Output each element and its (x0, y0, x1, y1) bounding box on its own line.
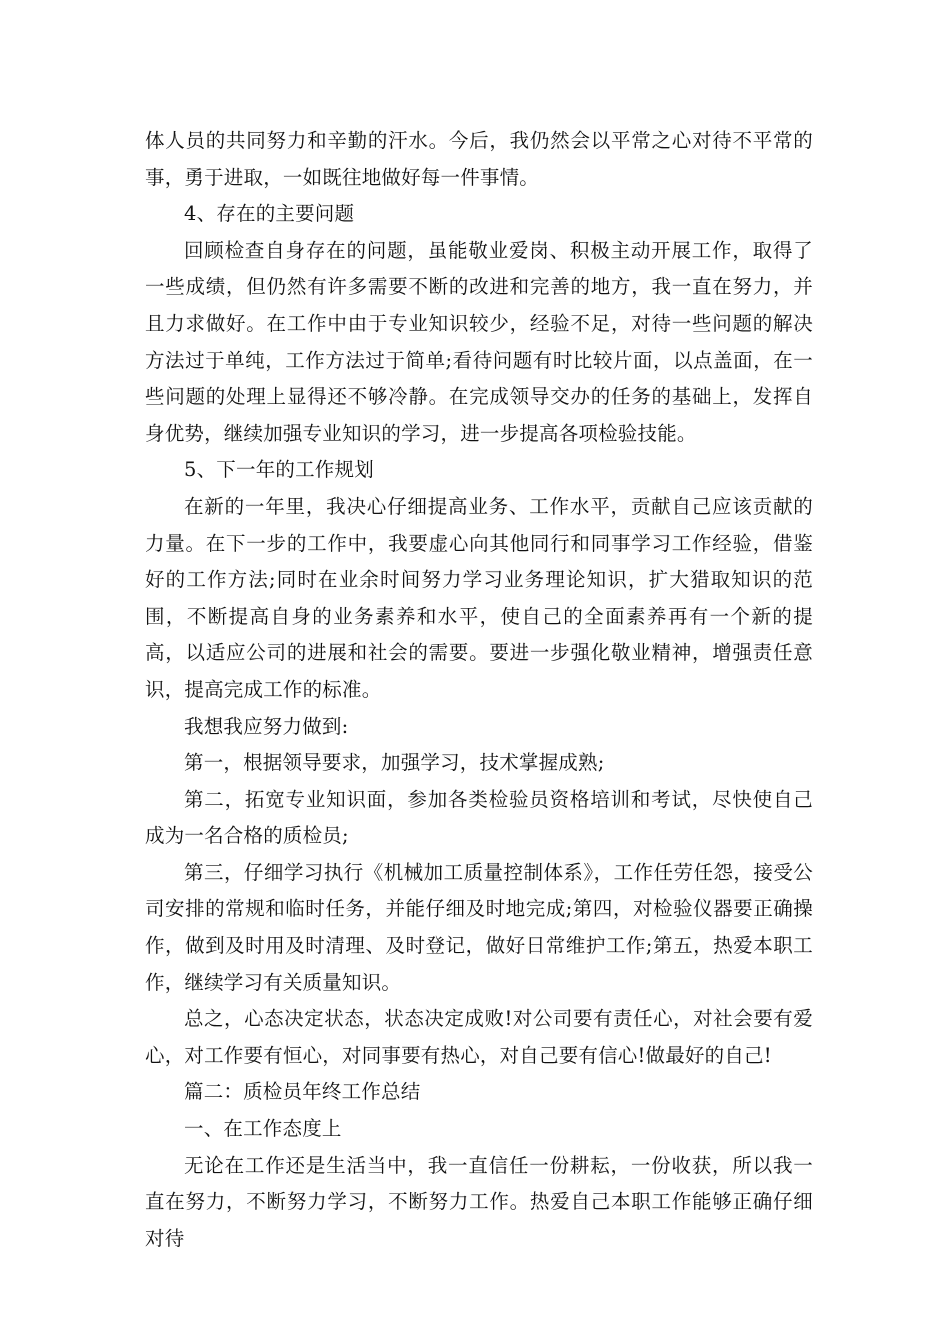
list-item-third-to-fifth: 第三，仔细学习执行《机械加工质量控制体系》，工作任劳任怨，接受公司安排的常规和临时任务，并能仔细及时地完成;第四，对检验仪器要正确操作，做到及时用及时清理、及时登记，做好日常维护工作;第五，热爱本职工作，继续学习有关质量知识。 (145, 860, 813, 994)
document-body (145, 123, 813, 1257)
section-heading-next-year-plan: 5、下一年的工作规划 (184, 458, 374, 482)
section-heading-work-attitude: 一、在工作态度上 (184, 1117, 342, 1141)
list-item-first: 第一，根据领导要求，加强学习，技术掌握成熟; (184, 751, 605, 775)
paragraph-work-attitude: 无论在工作还是生活当中，我一直信任一份耕耘，一份收获，所以我一直在努力，不断努力学习，不断努力工作。热爱自己本职工作能够正确仔细对待 (145, 1153, 813, 1250)
paragraph-continuation: 体人员的共同努力和辛勤的汗水。今后，我仍然会以平常之心对待不平常的事，勇于进取，一如既往地做好每一件事情。 (145, 129, 813, 189)
paragraph-conclusion: 总之，心态决定状态，状态决定成败!对公司要有责任心，对社会要有爱心，对工作要有恒心，对同事要有热心，对自己要有信心!做最好的自己! (145, 1007, 813, 1067)
article-title-part-two: 篇二：质检员年终工作总结 (184, 1080, 421, 1104)
paragraph-plan: 在新的一年里，我决心仔细提高业务、工作水平，贡献自己应该贡献的力量。在下一步的工作中，我要虚心向其他同行和同事学习工作经验，借鉴好的工作方法;同时在业余时间努力学习业务理论知识，扩大猎取知识的范围，不断提高自身的业务素养和水平，使自己的全面素养再有一个新的提高，以适应公司的进展和社会的需要。要进一步强化敬业精神，增强责任意识，提高完成工作的标准。 (145, 494, 813, 701)
list-item-second: 第二，拓宽专业知识面，参加各类检验员资格培训和考试，尽快使自己成为一名合格的质检员; (145, 787, 813, 848)
paragraph-intent: 我想我应努力做到: (184, 714, 349, 738)
paragraph-problems: 回顾检查自身存在的问题，虽能敬业爱岗、积极主动开展工作，取得了一些成绩，但仍然有许多需要不断的改进和完善的地方，我一直在努力，并且力求做好。在工作中由于专业知识较少，经验不足，对待一些问题的解决方法过于单纯，工作方法过于简单;看待问题有时比较片面，以点盖面，在一些问题的处理上显得还不够冷静。在完成领导交办的任务的基础上，发挥自身优势，继续加强专业知识的学习，进一步提高各项检验技能。 (145, 238, 813, 445)
section-heading-main-problems: 4、存在的主要问题 (184, 202, 355, 226)
